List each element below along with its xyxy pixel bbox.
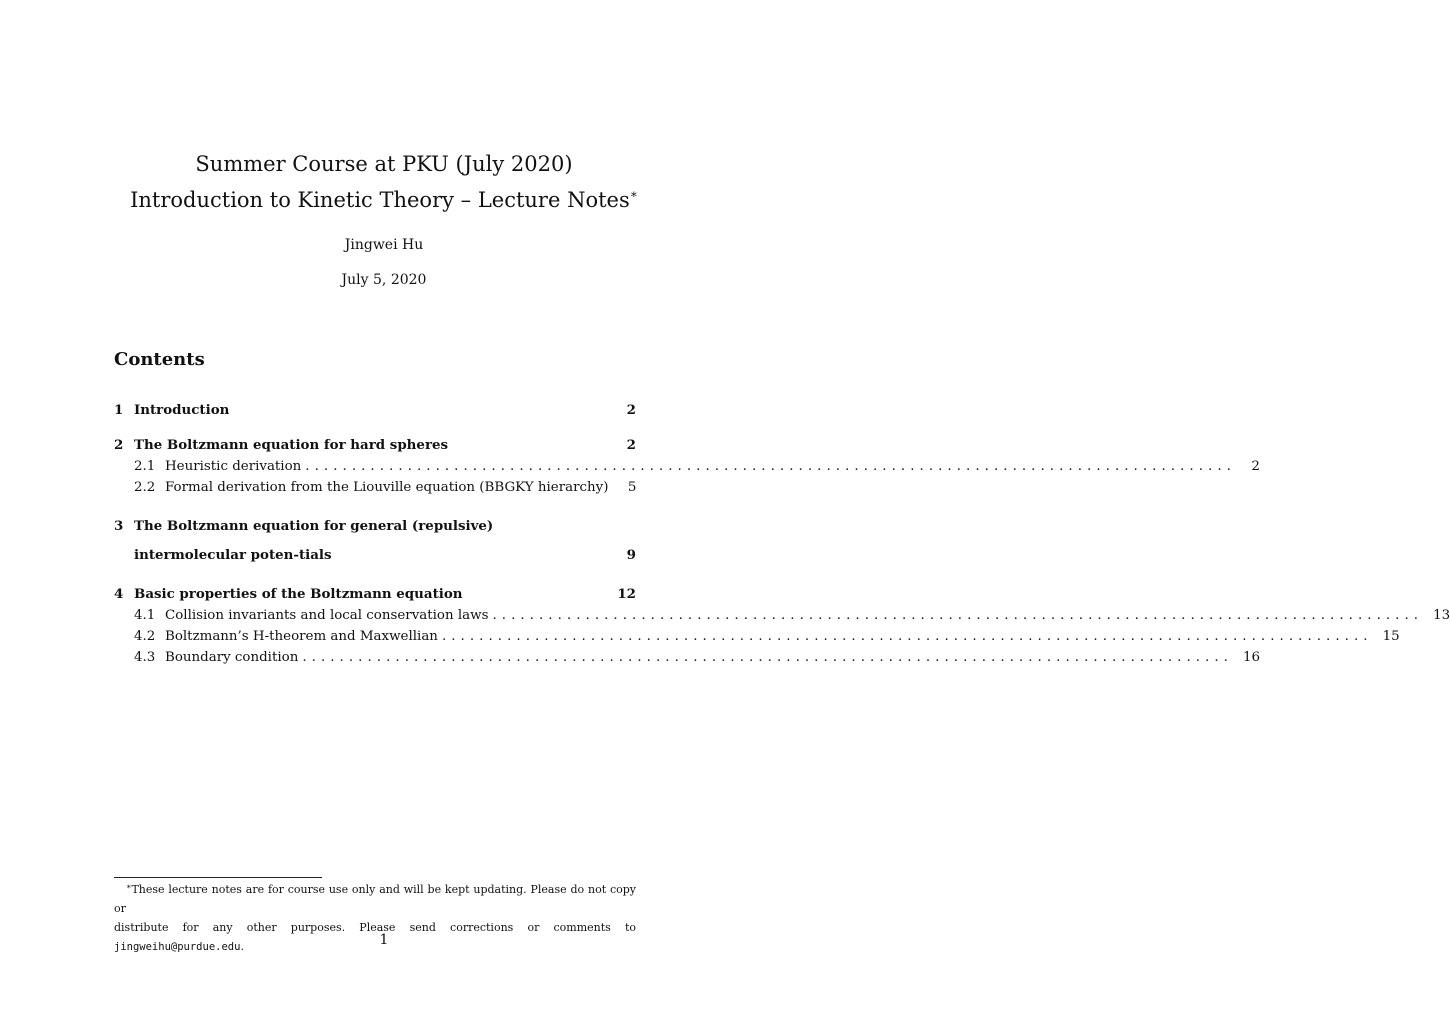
toc-entry-introduction[interactable] bbox=[114, 400, 636, 421]
dot-leader: .................................................................................................... bbox=[441, 629, 1373, 644]
subsection-page: 16 bbox=[1242, 650, 1261, 665]
subsection-page: 15 bbox=[1382, 629, 1400, 644]
section-number: 4 bbox=[114, 586, 124, 602]
subsection-title: Boundary condition bbox=[165, 650, 299, 665]
subsection-number: 2.2 bbox=[134, 480, 156, 495]
section-number: 1 bbox=[114, 402, 124, 418]
subsection-title: Boltzmann’s H-theorem and Maxwellian bbox=[165, 629, 438, 644]
toc-entry-heuristic-derivation[interactable] bbox=[114, 456, 1260, 477]
section-page: 2 bbox=[626, 402, 636, 418]
title-line-2 bbox=[0, 182, 768, 218]
subsection-number: 4.2 bbox=[134, 629, 156, 644]
subsection-number: 2.1 bbox=[134, 459, 156, 474]
subsection-title: Collision invariants and local conservation laws bbox=[165, 608, 489, 623]
toc-entry-collision-invariants[interactable] bbox=[114, 605, 1450, 626]
subsection-page: 5 bbox=[627, 480, 637, 495]
section-title: Introduction bbox=[134, 402, 230, 418]
footnote-line-1 bbox=[114, 880, 636, 918]
section-title: The Boltzmann equation for hard spheres bbox=[134, 437, 449, 453]
section-page: 2 bbox=[626, 437, 636, 453]
toc-entry-boundary-condition[interactable] bbox=[114, 647, 1261, 668]
section-page: 12 bbox=[617, 586, 636, 602]
footnote-text-1: These lecture notes are for course use only and will be kept updating. Please do not copy or bbox=[114, 883, 636, 915]
subsection-number: 4.1 bbox=[134, 608, 156, 623]
dot-leader: .................................................................................................... bbox=[492, 608, 1424, 623]
title-line-1: Summer Course at PKU (July 2020) bbox=[195, 152, 573, 176]
footnote-end: . bbox=[240, 940, 244, 953]
toc-section bbox=[114, 400, 636, 421]
date: July 5, 2020 bbox=[341, 272, 427, 288]
title-footnote-mark[interactable]: ∗ bbox=[629, 187, 638, 201]
subsection-page: 13 bbox=[1433, 608, 1450, 623]
author: Jingwei Hu bbox=[344, 237, 424, 253]
table-of-contents bbox=[114, 400, 1450, 682]
dot-leader: .................................................................................................... bbox=[302, 650, 1233, 665]
toc-entry-basic-properties[interactable] bbox=[114, 584, 636, 605]
footnote-mark: ∗ bbox=[126, 882, 132, 891]
toc-section bbox=[114, 584, 1450, 668]
dot-leader: .................................................................................................... bbox=[305, 459, 1236, 474]
toc-entry-formal-derivation[interactable] bbox=[114, 477, 636, 498]
subsection-title: Formal derivation from the Liouville equation (BBGKY hierarchy) bbox=[165, 480, 609, 495]
toc-entry-hard-spheres[interactable] bbox=[114, 435, 636, 456]
footnote-email-link[interactable]: jingweihu@purdue.edu bbox=[114, 941, 241, 953]
toc-entry-h-theorem[interactable] bbox=[114, 626, 1400, 647]
section-page: 9 bbox=[626, 547, 636, 563]
subsection-title: Heuristic derivation bbox=[165, 459, 302, 474]
toc-entry-general-potentials[interactable] bbox=[114, 512, 636, 570]
title-block bbox=[0, 146, 768, 290]
subsection-page: 2 bbox=[1251, 459, 1260, 474]
subsection-number: 4.3 bbox=[134, 650, 156, 665]
toc-section bbox=[114, 435, 1260, 498]
section-title: The Boltzmann equation for general (repulsive) intermolecular poten-tials bbox=[134, 518, 494, 563]
title-line-2-text: Introduction to Kinetic Theory – Lecture Notes bbox=[130, 188, 630, 212]
page-number: 1 bbox=[379, 932, 389, 948]
section-title: Basic properties of the Boltzmann equation bbox=[134, 586, 463, 602]
footnote-rule bbox=[114, 877, 322, 878]
footnote-text-2: distribute for any other purposes. Please send corrections or comments to bbox=[114, 921, 636, 934]
section-number: 3 bbox=[114, 518, 124, 534]
contents-heading: Contents bbox=[114, 349, 205, 370]
toc-section bbox=[114, 512, 636, 570]
section-number: 2 bbox=[114, 437, 124, 453]
